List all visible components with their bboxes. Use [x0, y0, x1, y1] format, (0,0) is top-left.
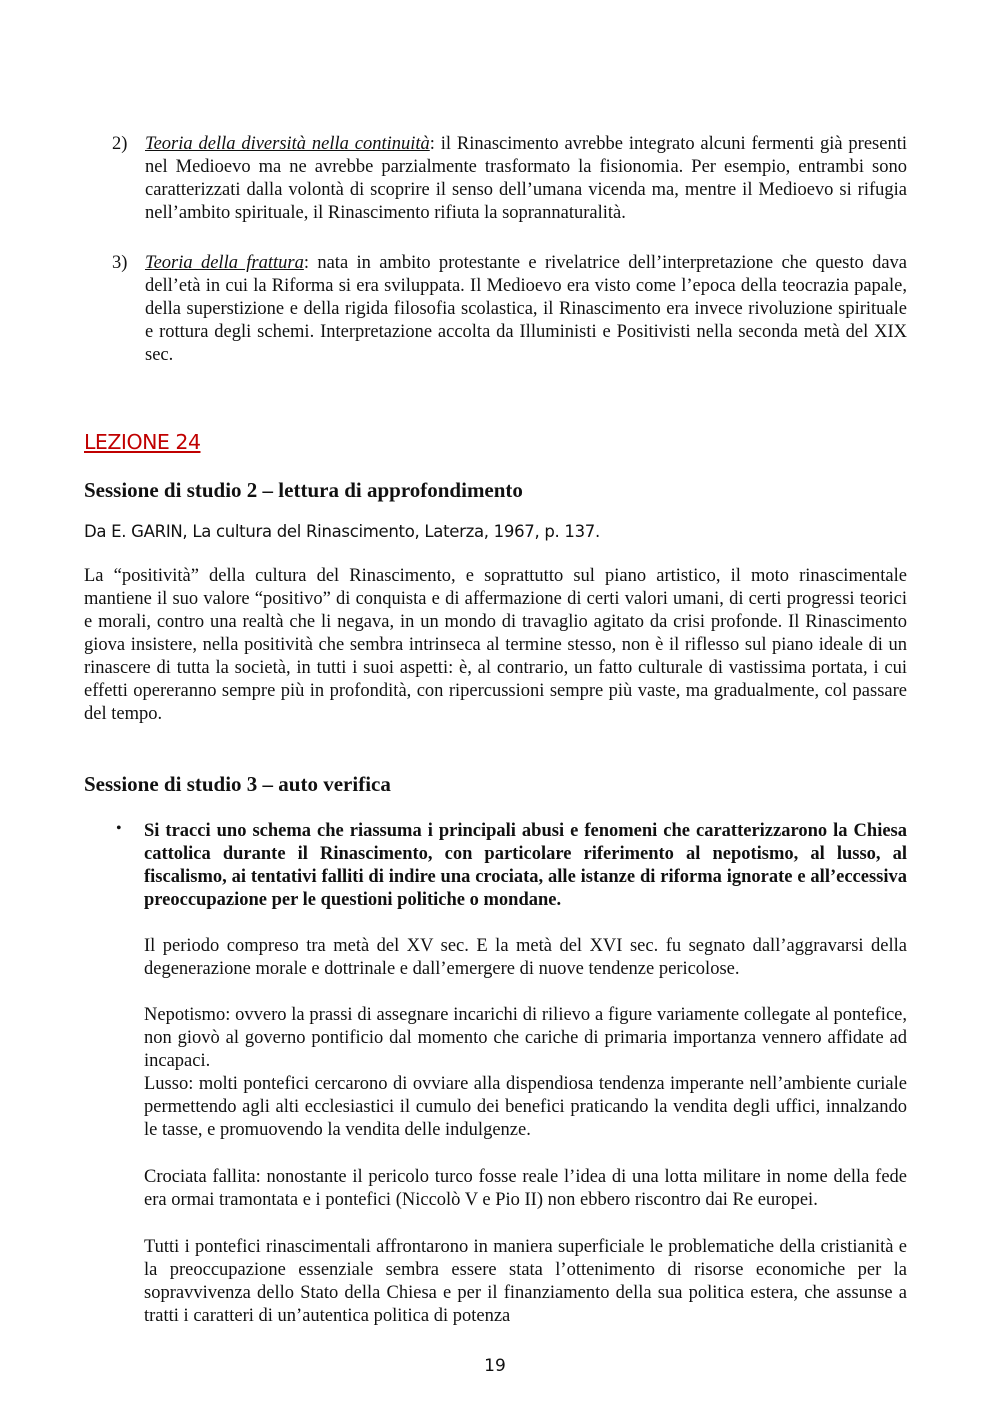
item-number: 2) — [112, 134, 128, 154]
section-3-heading: Sessione di studio 3 – auto verifica — [84, 772, 391, 796]
answer-paragraph-summary: Tutti i pontefici rinascimentali affrontarono in maniera superficiale le problematiche della cristianità e la preoccupazione essenziale sembra essere stata l’ottenimento di risorse economiche per la sopravvivenza dello Stato della Chiesa e per il finanziamento della sua politica estera, che assunse a tratti i caratteri di un’autentica politica di potenza — [144, 1237, 907, 1326]
page-number: 19 — [484, 1356, 506, 1376]
section-2-heading: Sessione di studio 2 – lettura di approfondimento — [84, 478, 523, 502]
item-number: 3) — [112, 253, 128, 273]
lesson-title: LEZIONE 24 — [84, 430, 201, 454]
item-body — [145, 252, 907, 367]
citation: Da E. GARIN, La cultura del Rinascimento, Laterza, 1967, p. 137. — [84, 522, 600, 541]
theory-item-3 — [112, 252, 907, 367]
theory-text: : il Rinascimento avrebbe integrato alcuni fermenti già presenti nel Medioevo ma ne avrebbe parzialmente trasformato la fisionomia. Per esempio, entrambi sono caratterizzati dalla volontà di scoprire il senso dell’umana vicenda ma, mentre il Medioevo si rifugia nell’ambito spirituale, il Rinascimento rifiuta la soprannaturalità. — [145, 134, 907, 223]
theory-term: Teoria della frattura — [145, 253, 304, 273]
theory-text: : nata in ambito protestante e rivelatrice dell’interpretazione che questo dava dell’età in cui la Riforma si era sviluppata. Il Medioevo era visto come l’epoca della teocrazia papale, della superstizione e della rigida filosofia scolastica, il Rinascimento era invece rivoluzione spirituale e rottura degli schemi. Interpretazione accolta da Illuministi e Positivisti nella seconda metà del XIX sec. — [145, 253, 908, 365]
theory-term: Teoria della diversità nella continuità — [145, 134, 430, 154]
answer-paragraph-intro: Il periodo compreso tra metà del XV sec. E la metà del XVI sec. fu segnato dall’aggravarsi della degenerazione morale e dottrinale e dall’emergere di nuove tendenze pericolose. — [144, 936, 907, 979]
answer-paragraph-nepotism: Nepotismo: ovvero la prassi di assegnare incarichi di rilievo a figure variamente collegate al pontefice, non giovò al governo pontificio dal momento che cariche di primaria importanza vennero affidate ad incapaci. — [144, 1005, 907, 1071]
theory-item-2 — [112, 133, 907, 225]
question-text: Si tracci uno schema che riassuma i principali abusi e fenomeni che caratterizzarono la Chiesa cattolica durante il Rinascimento, con particolare riferimento al nepotismo, al lusso, al fiscalismo, ai tentativi falliti di indire una crociata, alle istanze di riforma ignorate e all’eccessiva preoccupazione per le questioni politiche o mondane. — [144, 821, 907, 910]
bullet-icon: • — [116, 820, 122, 837]
answer-paragraph-luxury: Lusso: molti pontefici cercarono di ovviare alla dispendiosa tendenza imperante nell’ambiente curiale permettendo agli alti ecclesiastici il cumulo dei benefici praticando la vendita degli uffici, innalzando le tasse, e promuovendo la vendita delle indulgenze. — [144, 1074, 907, 1140]
answer-paragraph-crusade: Crociata fallita: nonostante il pericolo turco fosse reale l’idea di una lotta militare in nome della fede era ormai tramontata e i pontefici (Niccolò V e Pio II) non ebbero riscontro dai Re europei. — [144, 1167, 907, 1210]
reading-paragraph: La “positività” della cultura del Rinascimento, e soprattutto sul piano artistico, il moto rinascimentale mantiene il suo valore “positivo” di conquista e di affermazione di certi valori umani, di certi progressi teorici e morali, contro una realtà che li negava, in un mondo di travaglio agitato da crisi profonde. Il Rinascimento giova insistere, nella positività che sembra intrinseca al termine stesso, non è il riflesso sul piano ideale di un rinascere di tutta la società, in tutti i suoi aspetti: è, al contrario, un fatto culturale di vastissima portata, i cui effetti opereranno sempre più in profondità, con ripercussioni sempre più vaste, ma gradualmente, col passare del tempo. — [84, 566, 907, 724]
item-body — [145, 133, 907, 225]
